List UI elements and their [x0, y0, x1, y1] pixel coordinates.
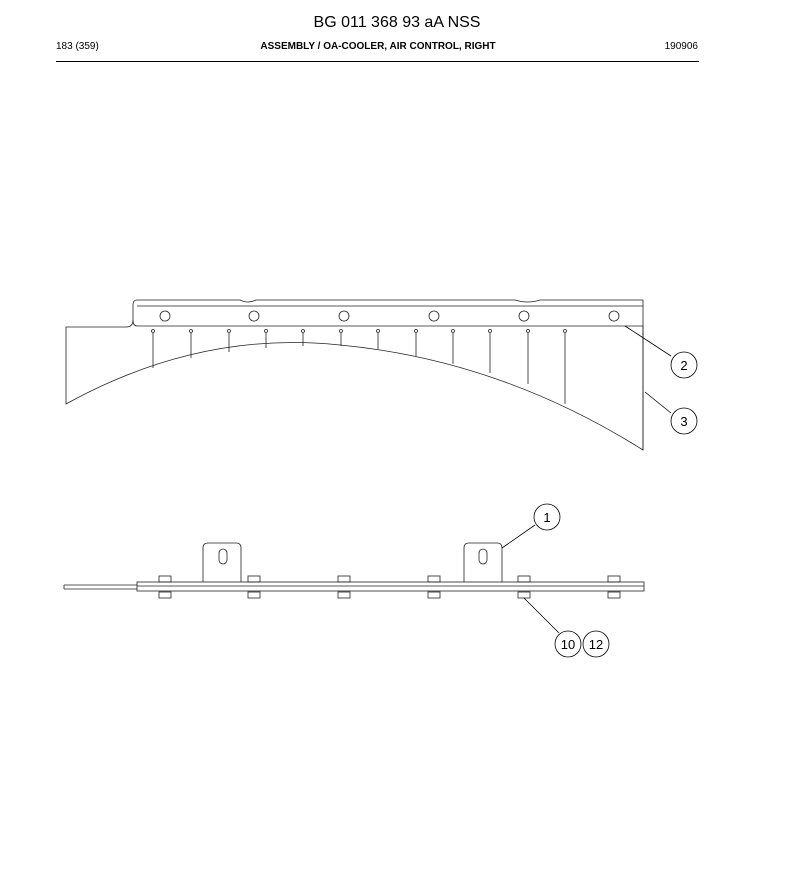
svg-text:10: 10 — [560, 637, 576, 652]
document-number: BG 011 368 93 aA NSS — [313, 14, 481, 31]
rail-holes — [160, 311, 619, 321]
svg-text:3: 3 — [680, 414, 688, 429]
callout-3 — [671, 408, 697, 434]
assembly-title: ASSEMBLY / OA-COOLER, AIR CONTROL, RIGHT — [260, 41, 496, 52]
top-view — [66, 300, 671, 450]
page-number: 183 (359) — [56, 41, 99, 52]
callout-10 — [555, 631, 581, 657]
callout-2 — [671, 352, 697, 378]
svg-text:1: 1 — [543, 510, 551, 525]
baffle-plate-front — [66, 320, 643, 450]
vanes — [152, 330, 567, 405]
air-control-rail-front — [133, 300, 643, 326]
callout-1 — [534, 504, 560, 530]
date-code: 190906 — [664, 41, 698, 52]
callout-12 — [583, 631, 609, 657]
side-view — [64, 525, 644, 633]
svg-text:12: 12 — [588, 637, 604, 652]
svg-text:2: 2 — [680, 358, 688, 373]
bolts — [159, 576, 620, 598]
